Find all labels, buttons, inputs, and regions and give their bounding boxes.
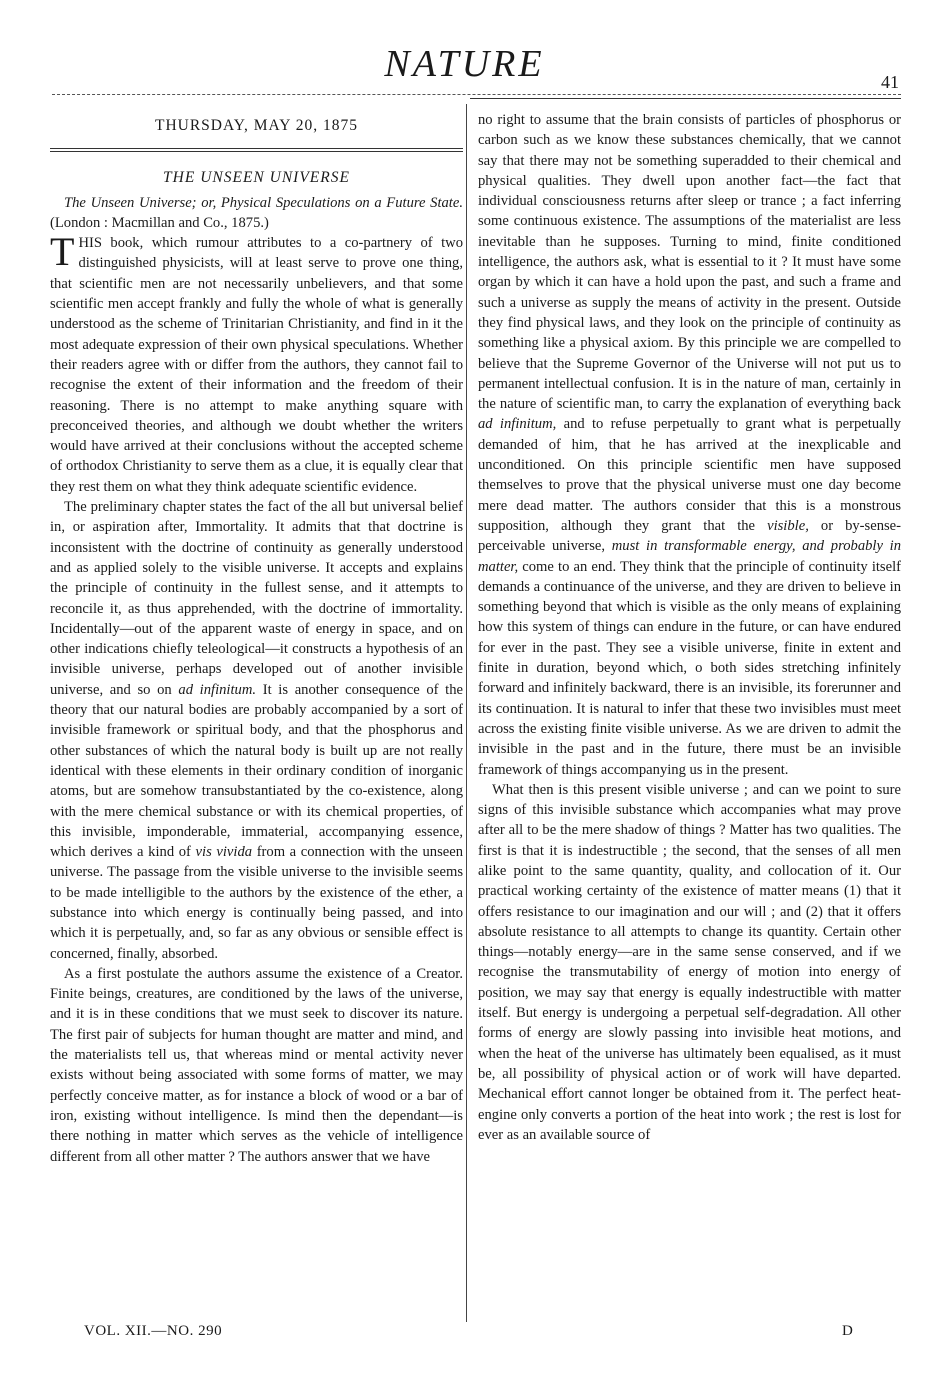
signature-mark: D — [842, 1323, 853, 1339]
paragraph-1 — [50, 229, 463, 497]
column-divider — [466, 104, 467, 1322]
paragraph-2-text-b: It is another consequence of the theory that our natural bodies are probably accompanied by a sort of invisible framework or spiritual body, and that the phosphorus and other substances of which the natural body is built up are not really identical with these elements in their ordinary condition of inorganic atoms, but are somehow transubstantiated by the co-existence, along with the mere chemical substance or with its chemical properties, of this invisible, imponderable, immaterial, accompanying essence, which derives a kind of — [50, 681, 463, 861]
paragraph-4-text-b: and to refuse perpetually to grant what is perpetually demanded of him, that he has arrived at the inexplicable and unconditioned. On this principle scientific men have supposed themselves to prove that the physical universe must one day become mere dead matter. The authors consider that this is a monstrous supposition, although they grant that the — [478, 416, 901, 534]
paragraph-4-text-c: or by-sense-perceivable universe, — [478, 517, 902, 555]
paragraph-2-text-c: from a connection with the unseen universe. The passage from the visible universe to the invisible seems to be made intelligible to the authors by the existence of the ether, a substance into which energy is continually being passed, and into which it is perpetually, and, so far as any obvious or sensible effect is concerned, finally, absorbed. — [50, 844, 463, 962]
header-rule-right — [470, 98, 901, 99]
journal-masthead: NATURE — [384, 43, 545, 85]
paragraph-4-italic-2: visible, — [767, 517, 809, 534]
paragraph-2 — [50, 497, 463, 964]
dateline: THURSDAY, MAY 20, 1875 — [154, 117, 359, 134]
paragraph-2-italic-1: ad infinitum. — [178, 681, 257, 698]
paragraph-4-text-d: come to an end. They think that the principle of continuity itself demands a continuance of the universe, and they are driven to believe in something beyond that which is visible as the only means of explaining how this system of things can endure in the future, or can have endured for ever in the past. They see a visible universe, finite in extent and finite in duration, beyond which, o both sides stretching infinitely forward and infinitely backward, there is an invisible, its forerunner and its continuation. It is natural to infer that these two invisibles must meet across the existing finite visible universe. As we are driven to admit the invisible in the past and in the future, there must be an invisible framework of things accompanying us in the present. — [478, 558, 901, 778]
paragraph-4 — [478, 110, 901, 780]
paragraph-2-text-a: The preliminary chapter states the fact of the all but universal belief in, or aspiration after, Immortality. It admits that that doctrine is inconsistent with the doctrine of continuity as generally understood and as applied solely to the visible universe. It accepts and explains the principle of continuity in the fullest sense, and it attempts to reconcile it, as thus apprehended, with the doctrine of immortality. Incidentally—out of the apparent waste of energy in space, and on other indications chiefly teleological—it constructs a hypothesis of an invisible universe, perhaps developed out of another invisible universe, and so on — [50, 499, 463, 698]
paragraph-4-italic-3: must in transformable energy, and probably in matter, — [478, 538, 901, 575]
book-title: The Unseen Universe; or, Physical Speculations on a Future State. — [64, 194, 463, 211]
book-reference — [50, 193, 463, 234]
paragraph-2-italic-2: vis vivida — [195, 844, 253, 861]
paragraph-5: What then is this present visible universe ; and can we point to sure signs of this invisible substance which accompanies what may prove after all to be the mere shadow of things ? Matter has two qualities. The first is that it is indestructible ; the second, that the senses of all men alike point to the same quantity, quality, and collocation of it. Our practical working certainty of the existence of matter means (1) that it offers resistance to our imagination and our will ; and (2) that it offers absolute resistance to all attempts to change its quantity. Certain other things—notably energy—are in the same sense conserved, and if we recognise the transmutability of energy of motion into energy of position, we may say that energy is equally indestructible with matter itself. But energy is undergoing a perpetual self-degradation. All other forms of energy are slowly passing into invisible heat motions, and when the heat of the universe has ultimately been equalised, as it must be, all possibility of physical action or of work will have departed. Mechanical effort cannot longer be obtained from it. The perfect heat-engine only converts a portion of the heat into work ; the rest is lost for ever as an available source of — [478, 781, 901, 1143]
header-rule — [52, 94, 901, 95]
paragraph-3: As a first postulate the authors assume the existence of a Creator. Finite beings, creatures, are conditioned by the laws of the universe, and it is in these conditions that we must seek to discover its nature. The first pair of subjects for human thought are matter and mind, and the materialists tell us, that whereas mind or mental activity never exists without being associated with some forms of matter, we may perfectly conceive matter, as for instance a block of wood or a bar of iron, existing without intelligence. Is mind then the dependant—is there nothing in matter which serves as the vehicle of intelligence different from all other matter ? The authors answer that we have — [50, 965, 463, 1165]
paragraph-4-text-a: no right to assume that the brain consists of particles of phosphorus or carbon such as we know these substances chemically, that we cannot say that there may not be something superadded to their chemical and physical qualities. They dwell upon another fact—the fact that individual consciousness returns after sleep or trance ; a fact inferring some continuous existence. The assumptions of the materialist are less inevitable than he supposes. Turning to mind, finite conditioned intelligence, the authors ask, what is essential to it ? It must have some organ by which it can have a hold upon the past, and such a frame and such a universe as supply the means of activity in the present. Outside they find physical laws, and they look on the principle of continuity as something like a physical axiom. By this principle we are compelled to believe that the Supreme Governor of the Universe will not put us to permanent intellectual confusion. It is in the nature of man, certainly in the nature of scientific man, to carry the explanation of everything back — [478, 112, 901, 413]
dateline-rule — [50, 148, 463, 152]
right-column — [478, 110, 901, 1145]
article-title: THE UNSEEN UNIVERSE — [163, 169, 350, 187]
paragraph-1-text: HIS book, which rumour attributes to a co-partnery of two distinguished physicists, will at least serve to prove one thing, that scientific men are not necessarily unbelievers, and that some scientific men accept frankly and fully the whole of what is generally understood as the scheme of Trinitarian Christianity, and find in it the most adequate expression of their own physical speculations. Whether their readers agree with or differ from the authors, they cannot fail to recognise the extent of their information and the freedom of their reasoning. There is no attempt to make anything square with preconceived theories, and although we doubt whether the writers would have arrived at their conclusions without the accepted scheme of orthodox Christianity to serve them as a clue, it is equally clear that they rest them on what they think adequate scientific evidence. — [50, 235, 463, 495]
page-number: 41 — [881, 72, 899, 92]
left-column — [50, 108, 463, 1167]
book-publisher: (London : Macmillan and Co., 1875.) — [50, 214, 269, 231]
volume-footer: VOL. XII.—NO. 290 — [84, 1323, 223, 1339]
drop-cap: T — [50, 229, 75, 275]
paragraph-4-italic-1: ad infinitum, — [478, 416, 557, 433]
